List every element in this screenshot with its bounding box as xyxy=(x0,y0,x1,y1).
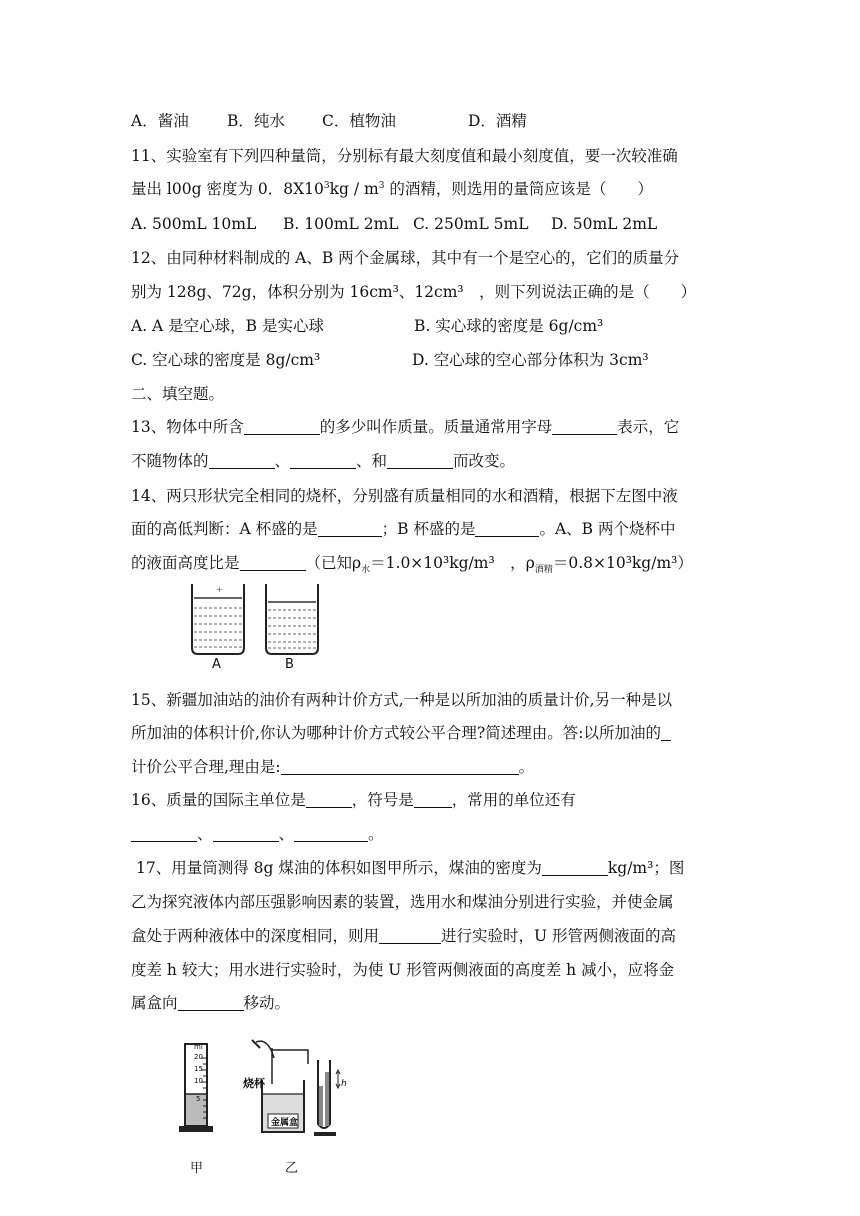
q11-option-d: D. 50mL 2mL xyxy=(551,215,658,233)
q11-text-c: 的酒精，则选用的量筒应该是（ ） xyxy=(384,180,653,198)
answer-blank[interactable] xyxy=(306,791,352,808)
cylinder-tick: 10 xyxy=(194,1077,203,1085)
height-diff-label: h xyxy=(341,1079,347,1089)
q13-line1 xyxy=(131,416,679,438)
q13-text: 不随物体的 xyxy=(131,452,209,470)
q14-text: ＝1.0×10³kg/m³ ， xyxy=(370,554,526,572)
q11-line2 xyxy=(131,178,653,200)
answer-blank[interactable] xyxy=(552,418,617,435)
q17-line3 xyxy=(131,925,676,947)
q13-text: 、和 xyxy=(356,452,388,470)
q15-line2 xyxy=(131,722,671,744)
metal-box-label: 金属盒 xyxy=(271,1118,299,1128)
q15-line3 xyxy=(131,756,534,778)
q13-text: 的多少叫作质量。质量通常用字母 xyxy=(319,418,553,436)
q13-line2 xyxy=(131,450,515,472)
beaker-a-label: A xyxy=(212,657,221,672)
q17-line1 xyxy=(136,857,684,879)
answer-blank[interactable] xyxy=(379,927,441,944)
answer-blank[interactable] xyxy=(290,452,356,469)
cylinder-tick: 20 xyxy=(194,1053,203,1061)
q13-text: 13、物体中所含 xyxy=(131,418,244,436)
q14-text: ；B 杯盛的是 xyxy=(381,520,476,538)
q15-text: 所加油的体积计价,你认为哪种计价方式较公平合理?简述理由。答:以所加油的 xyxy=(131,724,661,742)
answer-blank[interactable] xyxy=(387,452,453,469)
q11-text-a: 量出 l00g 密度为 0．8X10 xyxy=(131,180,324,198)
q11-option-b: B. 100mL 2mL xyxy=(283,215,399,233)
q14-sub-alcohol: 酒精 xyxy=(534,565,553,576)
answer-blank[interactable] xyxy=(414,791,452,808)
q11-option-c: C. 250mL 5mL xyxy=(413,215,529,233)
q16-text: 、 xyxy=(197,825,213,843)
q16-text: ，常用的单位还有 xyxy=(451,791,576,809)
q12-option-c: C. 空心球的密度是 8g/cm³ xyxy=(131,351,321,369)
cylinder-tick: 15 xyxy=(194,1065,203,1073)
q11-option-a: A. 500mL 10mL xyxy=(131,215,257,233)
q14-line2 xyxy=(131,518,675,540)
answer-blank[interactable] xyxy=(213,825,279,842)
q12-line2: 别为 128g、72g，体积分别为 16cm³、12cm³ ，则下列说法正确的是（ ） xyxy=(131,283,697,301)
answer-blank[interactable] xyxy=(318,520,382,537)
q10-option-a: A．酱油 xyxy=(131,112,189,130)
q11-sup: 3 xyxy=(323,180,330,191)
q15-text: 。 xyxy=(518,758,535,776)
beaker-b-label: B xyxy=(285,657,294,672)
q16-text: 。 xyxy=(368,825,384,843)
svg-text:+: + xyxy=(216,585,223,594)
q14-text: ＝0.8×10³kg/m³） xyxy=(552,554,693,572)
q17-line4: 度差 h 较大；用水进行实验时，为使 U 形管两侧液面的高度差 h 减小，应将金 xyxy=(131,961,675,979)
q12-options-ab xyxy=(131,315,603,337)
q12-options-cd xyxy=(131,349,649,371)
q14-sub-water: 水 xyxy=(361,565,371,576)
q13-text: 表示，它 xyxy=(617,418,680,436)
q11-sup2: 3 xyxy=(378,180,385,191)
q13-text: 而改变。 xyxy=(453,452,516,470)
q14-text: ρ xyxy=(525,554,535,572)
beaker-a-icon xyxy=(192,584,244,654)
q16-text: 16、质量的国际主单位是 xyxy=(131,791,306,809)
q12-option-b: B. 实心球的密度是 6g/cm³ xyxy=(414,317,604,335)
figure-yi-label: 乙 xyxy=(285,1161,299,1176)
q12-option-a: A. A 是空心球，B 是实心球 xyxy=(131,317,324,335)
q14-text: （已知ρ xyxy=(305,554,362,572)
q16-text: 、 xyxy=(278,825,295,843)
q17-text: kg/m³；图 xyxy=(607,859,685,877)
q12-line1: 12、由同种材料制成的 A、B 两个金属球，其中有一个是空心的，它们的质量分 xyxy=(131,249,680,267)
answer-blank[interactable] xyxy=(475,520,539,537)
q14-line1: 14、两只形状完全相同的烧杯，分别盛有质量相同的水和酒精，根据下左图中液 xyxy=(131,487,678,505)
answer-blank[interactable] xyxy=(542,859,608,876)
beaker-b-icon xyxy=(266,584,318,654)
q16-line1 xyxy=(131,789,576,811)
answer-blank[interactable] xyxy=(244,418,320,435)
q17-text: 移动。 xyxy=(243,994,291,1012)
q17-text: 属盒向 xyxy=(131,994,178,1012)
answer-blank[interactable] xyxy=(661,724,671,741)
q13-text: 、 xyxy=(274,452,291,470)
answer-blank[interactable] xyxy=(240,554,306,571)
q12-option-d: D. 空心球的空心部分体积为 3cm³ xyxy=(412,351,649,369)
answer-blank[interactable] xyxy=(131,825,197,842)
q16-line2 xyxy=(131,823,384,845)
q17-text: 17、用量筒测得 8g 煤油的体积如图甲所示，煤油的密度为 xyxy=(136,859,542,877)
answer-blank[interactable] xyxy=(294,825,368,842)
q10-option-c: C．植物油 xyxy=(322,112,396,130)
beakers-figure xyxy=(180,580,330,672)
q15-text: 计价公平合理,理由是: xyxy=(131,758,281,776)
answer-blank[interactable] xyxy=(178,994,244,1011)
q15-line1: 15、新疆加油站的油价有两种计价方式,一种是以所加油的质量计价,另一种是以 xyxy=(131,691,673,709)
q10-option-d: D．酒精 xyxy=(468,112,527,130)
q10-option-b: B．纯水 xyxy=(227,112,285,130)
cylinder-unit: ml xyxy=(194,1043,203,1051)
cylinder-tick: 5 xyxy=(196,1095,201,1103)
q10-options xyxy=(131,110,527,132)
answer-blank[interactable] xyxy=(281,758,519,775)
q14-text: 面的高低判断：A 杯盛的是 xyxy=(131,520,318,538)
q11-options xyxy=(131,213,657,235)
q17-line2: 乙为探究液体内部压强影响因素的装置，选用水和煤油分别进行实验，并使金属 xyxy=(131,893,674,911)
q17-text: 盒处于两种液体中的深度相同，则用 xyxy=(131,927,380,945)
q17-text: 进行实验时，U 形管两侧液面的高 xyxy=(441,927,677,945)
q16-text: ，符号是 xyxy=(351,791,414,809)
q14-text: 的液面高度比是 xyxy=(131,554,240,572)
q17-line5 xyxy=(131,992,290,1014)
q14-line3 xyxy=(131,552,693,574)
figure-jia-label: 甲 xyxy=(190,1161,204,1176)
q11-line1: 11、实验室有下列四种量筒，分别标有最大刻度值和最小刻度值，要一次较准确 xyxy=(131,147,678,165)
section-heading: 二、填空题。 xyxy=(131,385,225,403)
q11-text-b: kg / m xyxy=(329,180,379,198)
q14-text: 。A、B 两个烧杯中 xyxy=(539,520,676,538)
beaker-label: 烧杯 xyxy=(243,1077,265,1090)
answer-blank[interactable] xyxy=(209,452,275,469)
